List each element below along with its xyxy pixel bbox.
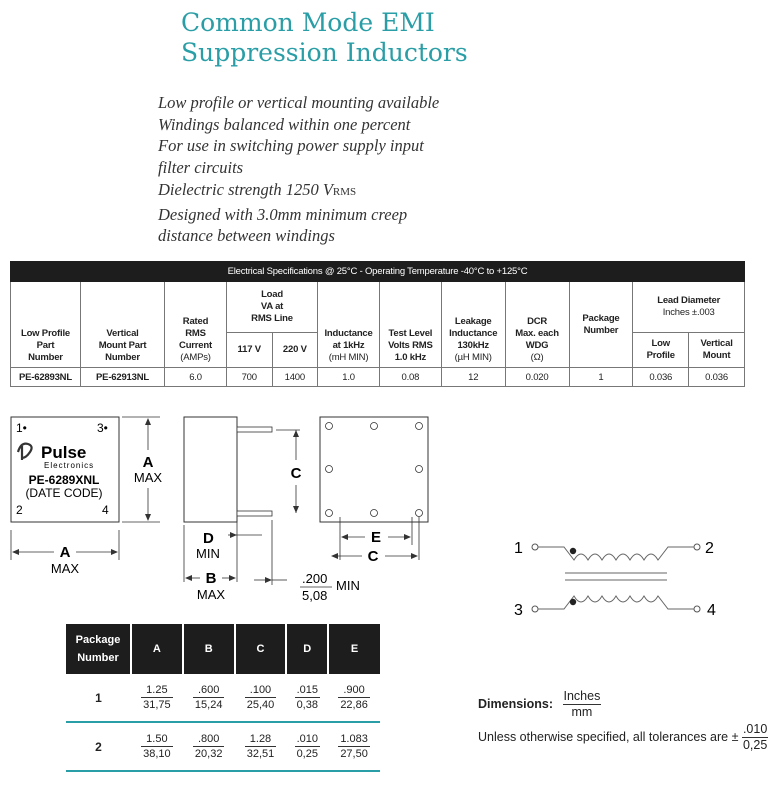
dim-cell	[328, 674, 380, 722]
pulse-logo	[18, 443, 94, 470]
dim-inch: .900	[338, 683, 370, 698]
hdr-text: Number	[28, 352, 63, 363]
hdr-text: (mH MIN)	[328, 352, 369, 363]
dim-header-a: A	[131, 624, 183, 674]
feature-item: distance between windings	[158, 226, 335, 246]
lead-length-mm: 5,08	[302, 588, 328, 603]
cell: PE-62893NL	[11, 368, 81, 387]
table-row	[66, 722, 380, 771]
col-rated-current	[165, 282, 227, 368]
lead-lower	[237, 511, 272, 516]
dim-c-vertical: C	[290, 465, 302, 482]
dim-mm: 15,24	[194, 699, 223, 711]
dim-mm: 25,40	[246, 699, 275, 711]
dim-mm: 0,25	[296, 748, 318, 760]
hdr-text: DCR	[527, 316, 548, 327]
dim-header-c: C	[235, 624, 287, 674]
col-load-va	[226, 282, 317, 333]
col-lead-vert	[689, 333, 745, 368]
dim-header-e: E	[328, 624, 380, 674]
dimensions-table	[66, 624, 380, 772]
hdr-text: at 1kHz	[332, 340, 365, 351]
table-row	[66, 674, 380, 722]
feature-item: Low profile or vertical mounting available	[158, 93, 440, 112]
logo-subtext: Electronics	[44, 461, 95, 470]
hdr-text: Number	[105, 352, 140, 363]
hdr-text: Mount	[702, 350, 731, 361]
feature-item	[158, 179, 439, 204]
dim-cell	[183, 674, 235, 722]
dim-cell	[183, 722, 235, 771]
cell: 0.036	[689, 368, 745, 387]
hdr-text: Mount Part	[98, 340, 147, 351]
tolerance-note	[478, 722, 768, 753]
dim-mm: 20,32	[194, 748, 223, 760]
date-code: (DATE CODE)	[25, 486, 103, 500]
hdr-text: 130kHz	[457, 340, 489, 351]
dim-inch: .600	[193, 683, 225, 698]
dim-inch: .800	[193, 732, 225, 747]
mounting-holes	[326, 423, 423, 517]
table-row	[11, 368, 745, 387]
unit-inches: Inches	[563, 689, 601, 703]
dim-inch: 1.083	[340, 733, 368, 745]
dimensions-legend	[478, 689, 601, 720]
dim-cell	[235, 674, 287, 722]
dim-mm: 31,75	[143, 699, 171, 711]
schematic-pin-3: 3	[514, 602, 523, 619]
col-lead-low	[633, 333, 689, 368]
hdr-text: Volts RMS	[388, 340, 433, 351]
dim-mm: 0,38	[296, 699, 318, 711]
winding-schematic	[514, 540, 716, 619]
cell: 0.08	[379, 368, 441, 387]
pin1-label: 1•	[16, 421, 27, 435]
hdr-text: Leakage	[454, 316, 492, 327]
feature-item: For use in switching power supply input	[158, 136, 424, 156]
hdr-text: (Ω)	[530, 352, 544, 363]
hdr-text: Low	[651, 338, 670, 349]
hdr-text: WDG	[525, 340, 549, 351]
cell: 1.0	[318, 368, 380, 387]
electrical-spec-table	[10, 261, 745, 387]
mechanical-drawing	[0, 405, 750, 619]
dim-inch: 1.50	[141, 732, 173, 747]
dim-header-d: D	[286, 624, 328, 674]
hdr-text: RMS Line	[251, 313, 293, 324]
hdr-text: VA at	[260, 301, 284, 312]
col-leakage	[441, 282, 505, 368]
schematic-pin-1: 1	[514, 540, 523, 557]
dim-inch: .010	[296, 733, 318, 745]
title-line-2: Suppression Inductors	[181, 38, 468, 67]
col-inductance	[318, 282, 380, 368]
dim-d-min: MIN	[196, 546, 220, 561]
hdr-text: Vertical	[106, 328, 139, 339]
col-dcr	[505, 282, 569, 368]
dimensions-label: Dimensions:	[478, 696, 554, 711]
dim-b-max: MAX	[196, 587, 226, 602]
dim-inch: .015	[296, 684, 318, 696]
dim-b: B	[205, 570, 217, 587]
unit-mm: mm	[571, 705, 593, 719]
feature-text: Dielectric strength 1250 V	[158, 179, 333, 199]
dim-cell	[328, 722, 380, 771]
dim-header-package: Package Number	[66, 624, 131, 674]
col-lead-diameter	[633, 282, 745, 333]
pin3-label: 3•	[97, 421, 108, 435]
hdr-text: Part	[36, 340, 55, 351]
dim-cell	[235, 722, 287, 771]
hdr-text: Lead Diameter	[657, 295, 721, 306]
col-low-profile	[11, 282, 81, 368]
spec-banner: Electrical Specifications @ 25°C - Operating Temperature -40°C to +125°C	[11, 262, 745, 282]
dim-cell	[131, 674, 183, 722]
hdr-text: Test Level	[388, 328, 433, 339]
hdr-text: Current	[179, 340, 212, 351]
feature-item: Windings balanced within one percent	[158, 114, 411, 134]
pin4-label: 4	[102, 503, 109, 517]
dim-inch: 1.25	[141, 683, 173, 698]
cell: 1	[569, 368, 633, 387]
dim-header-b: B	[183, 624, 235, 674]
schematic-pin-4: 4	[707, 602, 716, 619]
hdr-text: Max. each	[515, 328, 559, 339]
hdr-text: (AMPs)	[180, 352, 211, 363]
col-vertical-mount	[80, 282, 164, 368]
hdr-text: Inductance	[449, 328, 498, 339]
dim-pkg: 1	[66, 674, 131, 722]
dim-a-vertical: A	[142, 454, 154, 471]
dim-cell	[286, 674, 328, 722]
dim-mm: 38,10	[143, 748, 171, 760]
part-marking: PE-6289XNL	[28, 473, 100, 487]
hdr-text: Inches ±.003	[662, 307, 715, 318]
hdr-text: Low Profile	[20, 328, 70, 339]
tolerance-text: Unless otherwise specified, all tolerances are ±	[478, 729, 739, 744]
hdr-text: 1.0 kHz	[394, 352, 427, 363]
dim-inch: 1.28	[245, 732, 277, 747]
lead-length-inches: .200	[302, 571, 328, 586]
schematic-pin-2: 2	[705, 540, 714, 557]
tolerance-inches: .010	[742, 722, 768, 736]
top-view-outline	[320, 417, 428, 522]
title-line-1: Common Mode EMI	[181, 8, 435, 37]
dim-mm: 32,51	[246, 748, 275, 760]
cell: 0.036	[633, 368, 689, 387]
feature-item: filter circuits	[158, 158, 244, 178]
tolerance-mm: 0,25	[742, 738, 768, 752]
dim-cell	[286, 722, 328, 771]
dim-e: E	[370, 529, 382, 546]
hdr-text: Rated	[182, 316, 209, 327]
dim-cell	[131, 722, 183, 771]
hdr-text: Package	[582, 312, 620, 324]
hdr-text: Inductance	[324, 328, 373, 339]
rms-subscript: RMS	[332, 185, 357, 198]
hdr-text: Profile	[646, 350, 675, 361]
dim-a-horizontal: A	[59, 544, 71, 561]
pin2-label: 2	[16, 503, 23, 517]
dim-inch: .100	[245, 683, 277, 698]
cell: 1400	[272, 368, 318, 387]
feature-item: Designed with 3.0mm minimum creep	[158, 204, 408, 224]
logo-text: Pulse	[41, 443, 87, 462]
page-title	[181, 8, 468, 68]
cell: 6.0	[165, 368, 227, 387]
dim-mm: 27,50	[340, 748, 368, 760]
dim-a-max-horizontal: MAX	[50, 561, 80, 576]
dim-d: D	[203, 530, 214, 547]
feature-list	[158, 92, 439, 247]
dim-pkg: 2	[66, 722, 131, 771]
dim-mm: 22,86	[340, 699, 368, 711]
col-test-level	[379, 282, 441, 368]
cell: PE-62913NL	[80, 368, 164, 387]
dim-a-max-vertical: MAX	[133, 470, 163, 485]
hdr-text: RMS	[185, 328, 206, 339]
col-package	[569, 282, 633, 368]
lead-length-min: MIN	[336, 578, 360, 593]
side-view-outline	[184, 417, 237, 522]
cell: 12	[441, 368, 505, 387]
hdr-text: Number	[583, 324, 619, 336]
hdr-text: (µH MIN)	[454, 352, 492, 363]
cell: 0.020	[505, 368, 569, 387]
dim-c-horizontal: C	[367, 548, 379, 565]
cell: 700	[226, 368, 272, 387]
hdr-text: Load	[261, 289, 283, 300]
col-117v: 117 V	[226, 333, 272, 368]
hdr-text: Vertical	[700, 338, 733, 349]
col-220v: 220 V	[272, 333, 318, 368]
lead-upper	[237, 427, 272, 432]
